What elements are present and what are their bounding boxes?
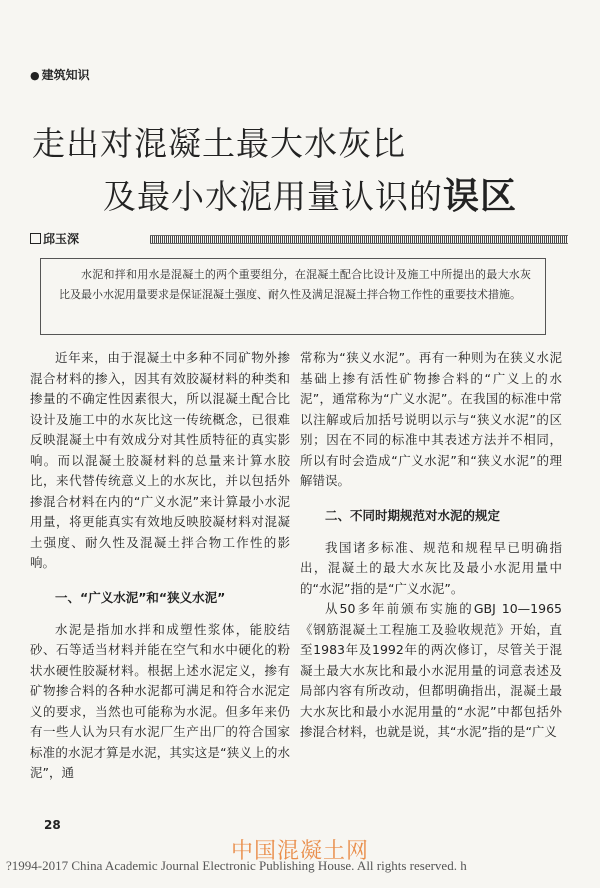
article-title-line1: 走出对混凝土最大水灰比 xyxy=(32,124,406,163)
section-label xyxy=(30,66,90,83)
author-rule-divider xyxy=(150,235,568,244)
left-paragraph-1: 近年来，由于混凝土中多种不同矿物外掺混合材料的掺入，因其有效胶凝材料的种类和掺量的不确定性因素很大，所以混凝土配合比设计及施工中的水灰比这一传统概念，已很难反映混凝土中有效成分对其性质特征的真实影响。而以混凝土胶凝材料的总量来计算水胶比，来代替传统意义上的水灰比，并以包括外掺混合材料在内的“广义水泥”来计算最小水泥用量，将更能真实有效地反映胶凝材料对混凝土强度、耐久性及混凝土拌合物工作性的影响。 xyxy=(30,350,290,570)
watermark: 中国混凝土网 xyxy=(230,839,369,864)
copyright-footer: ?1994-2017 China Academic Journal Electronic Publishing House. All rights reserved. h xyxy=(6,858,467,873)
author-name: 邱玉深 xyxy=(43,232,80,246)
article-title-line2-text: 及最小水泥用量认识的 xyxy=(103,177,443,216)
abstract-text: 水泥和拌和用水是混凝土的两个重要组分，在混凝土配合比设计及施工中所提出的最大水灰比及最小水泥用量要求是保证混凝土强度、耐久性及满足混凝土拌合物工作性的重要技术措施。 xyxy=(59,268,531,301)
left-paragraph-2: 水泥是指加水拌和成塑性浆体，能胶结砂、石等适当材料并能在空气和水中硬化的粉状水硬性胶凝材料。根据上述水泥定义，掺有矿物掺合料的各种水泥都可满足和符合水泥定义的要求，当然也可能称为水泥。但多年来仍有一些人认为只有水泥厂生产出厂的符合国家标准的水泥才算是水泥，其实这是“狭义上的水泥”，通 xyxy=(30,621,290,780)
article-title-emphasis: 误区 xyxy=(443,176,518,217)
section-heading-1: 一、“广义水泥”和“狭义水泥” xyxy=(55,589,226,605)
bullet-icon: ● xyxy=(30,69,40,82)
right-paragraph-1: 常称为“狭义水泥”。再有一种则为在狭义水泥基础上掺有活性矿物掺合料的“广义上的水泥”，通常称为“广义水泥”。在我国的标准中常以注解或后加括号说明以示与“狭义水泥”的区别；因在不同的标准中其表述方法并不相同，所以有时会造成“广义水泥”和“狭义水泥”的理解错误。 xyxy=(300,350,562,488)
left-column xyxy=(30,348,290,784)
article-title-line2 xyxy=(103,168,517,219)
section-heading-2: 二、不同时期规范对水泥的规定 xyxy=(325,507,501,523)
right-paragraph-2: 我国诸多标准、规范和规程早已明确指出，混凝土的最大水灰比及最小水泥用量中的“水泥”指的是“广义水泥”。 xyxy=(300,539,562,596)
page-number: 28 xyxy=(44,818,61,832)
abstract-box xyxy=(40,258,546,335)
author-box-icon xyxy=(30,233,41,244)
right-column xyxy=(300,348,562,743)
author xyxy=(30,230,79,247)
section-label-text: 建筑知识 xyxy=(41,68,90,82)
right-paragraph-3: 从50多年前颁布实施的GBJ 10—1965《钢筋混凝土工程施工及验收规范》开始，直至1983年及1992年的两次修订，尽管关于混凝土最大水灰比和最小水泥用量的词意表述及局部内容有所改动，但都明确指出，混凝土最大水灰比和最小水泥用量的“水泥”中都包括外掺混合材料，也就是说，其“水泥”指的是“广义 xyxy=(300,601,562,739)
